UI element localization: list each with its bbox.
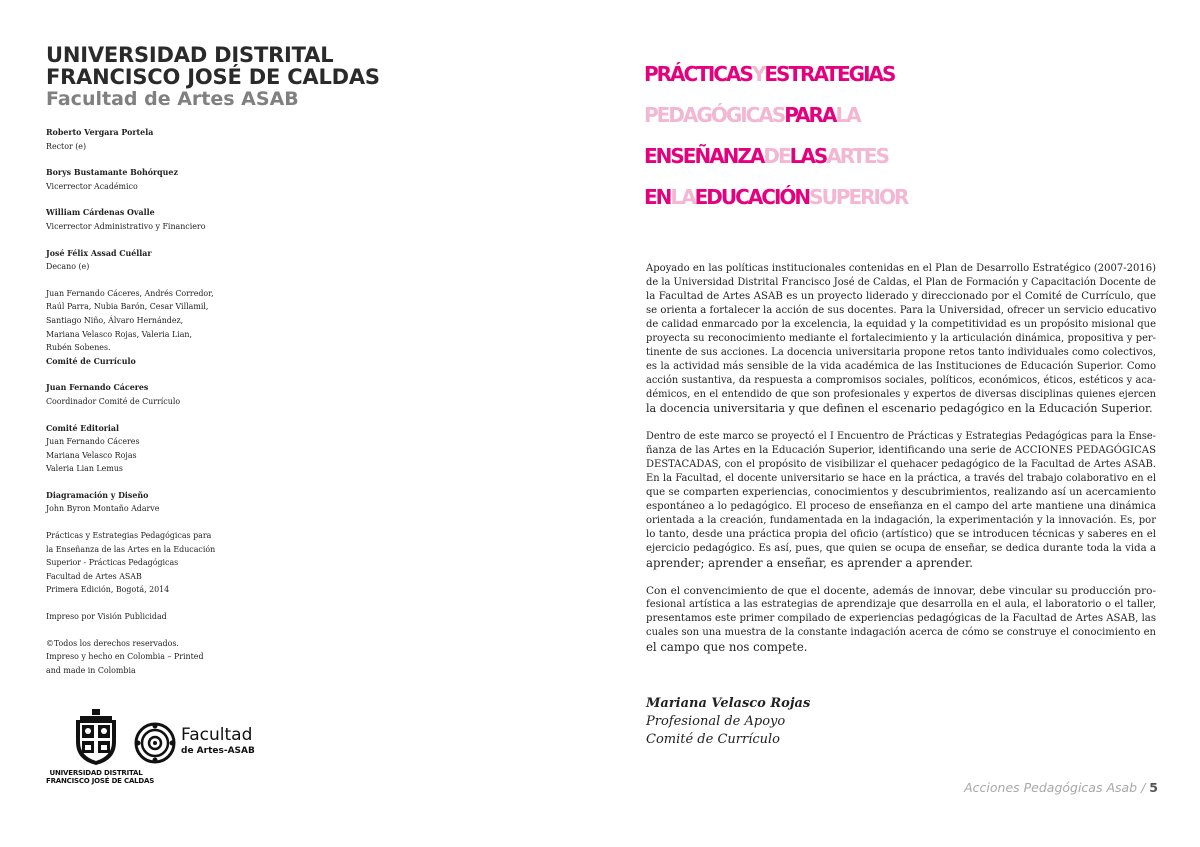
title-word: PARA	[784, 103, 836, 127]
body-line: de calidad enmarcado por la excelencia, la equidad y la competitividad es un propósito misional que	[646, 319, 1156, 330]
body-line: de la Universidad Distrital Francisco José de Caldas, el Plan de Formación y Capacitación Docente de	[646, 277, 1156, 288]
committee-member-line: Juan Fernando Cáceres, Andrés Corredor,	[46, 288, 214, 298]
printer-info	[46, 610, 376, 624]
printer-line: Impreso por Visión Publicidad	[46, 612, 167, 622]
editorial-member: Valeria Lian Lemus	[46, 464, 123, 474]
body-paragraph	[646, 430, 1156, 570]
faculty-emblem-icon	[134, 722, 176, 764]
body-line: ñanza de las Artes en la Educación Superior, identificando una serie de ACCIONES PEDAGÓGICAS	[646, 445, 1156, 456]
body-line: ejercicio pedagógico. Es así, pues, que quien se ocupa de enseñar, se dedica durante toda la vida a	[646, 543, 1156, 554]
university-logo-text	[46, 769, 155, 785]
committee-member-line: Rubén Sobenes.	[46, 343, 111, 353]
body-line: fesional artística a las estrategias de aprendizaje que desarrolla en el aula, el laboratorio o el taller,	[646, 599, 1156, 610]
committee-member-line: Mariana Velasco Rojas, Valeria Lian,	[46, 329, 193, 339]
title-word: EDUCACIÓN	[694, 185, 810, 209]
body-line: lo tanto, desde una práctica propia del oficio (artístico) que se introducen técnicas y saberes en el	[646, 529, 1156, 540]
design-title: Diagramación y Diseño	[46, 490, 149, 500]
body-line: que se comparten experiencias, conocimientos y descubrimientos, realizando así un acercamiento	[646, 487, 1156, 498]
credits-list	[46, 126, 376, 677]
body-line: espontáneo a lo pedagógico. El proceso de enseñanza en el campo del arte mantiene una dinámica	[646, 501, 1156, 512]
footer-text: Acciones Pedagógicas Asab /	[964, 780, 1146, 795]
body-line: En la Facultad, el docente universitario se hace en la práctica, a través del trabajo colaborativo en el	[646, 473, 1156, 484]
body-line: cuales son una muestra de la constante indagación acerca de cómo se construye el conocimiento en	[646, 627, 1156, 638]
university-name-line1: UNIVERSIDAD DISTRITAL	[46, 43, 334, 67]
faculty-logo-sub: de Artes-ASAB	[181, 746, 255, 756]
page-footer	[964, 780, 1158, 795]
logos	[46, 708, 346, 790]
credit-name: William Cárdenas Ovalle	[46, 208, 155, 218]
rights-line: ©Todos los derechos reservados.	[46, 638, 179, 648]
body-line: Con el convencimiento de que el docente, además de innovar, debe vincular su producción pro-	[646, 585, 1156, 597]
rights-line: Impreso y hecho en Colombia – Printed	[46, 652, 204, 662]
body-paragraph	[646, 584, 1156, 654]
university-name-line2: FRANCISCO JOSÉ DE CALDAS	[46, 65, 380, 89]
rights-line: and made in Colombia	[46, 665, 136, 675]
title-word: ESTRATEGIAS	[764, 62, 895, 86]
editorial-title: Comité Editorial	[46, 423, 120, 433]
credit-role: Coordinador Comité de Currículo	[46, 396, 181, 406]
body-line: la docencia universitaria y que definen el escenario pedagógico en la Educación Superior.	[646, 402, 1153, 415]
signature-position: Profesional de Apoyo	[646, 714, 786, 729]
book-title	[644, 54, 1164, 218]
title-word: PRÁCTICAS	[644, 62, 752, 86]
body-line: tinente de sus acciones. La docencia universitaria propone retos tanto individuales como colectivos,	[646, 347, 1156, 358]
university-logo-line1: UNIVERSIDAD DISTRITAL	[49, 769, 143, 777]
publication-line: Prácticas y Estrategias Pedagógicas para	[46, 531, 212, 541]
committee-title: Comité de Currículo	[46, 356, 136, 366]
credit-dean	[46, 247, 376, 274]
title-word: PEDAGÓGICAS	[644, 103, 785, 127]
body-line: proyecta su reconocimiento mediante el fortalecimiento y la articulación dinámica, propositiva y per-	[646, 333, 1156, 344]
credit-role: Rector (e)	[46, 141, 87, 151]
designer-name: John Byron Montaño Adarve	[46, 504, 160, 514]
credit-role: Vicerrector Académico	[46, 181, 138, 191]
publication-line: la Enseñanza de las Artes en la Educación	[46, 544, 216, 554]
body-line: Apoyado en las políticas institucionales contenidas en el Plan de Desarrollo Estratégico (2007-2016)	[646, 263, 1156, 274]
title-line	[644, 177, 1164, 218]
university-logo-line2: FRANCISCO JOSÉ DE CALDAS	[46, 777, 155, 785]
left-page	[46, 43, 380, 690]
signature-name: Mariana Velasco Rojas	[646, 696, 811, 711]
body-line: démicos, en el entendido de que son profesionales y expertos de diversas disciplinas quienes ejercen	[646, 389, 1156, 400]
credit-vice-academic	[46, 166, 376, 193]
publication-info	[46, 529, 376, 597]
committee-member-line: Raúl Parra, Nubia Barón, Cesar Villamil,	[46, 302, 209, 312]
credit-rector	[46, 126, 376, 153]
title-word: SUPERIOR	[809, 185, 908, 209]
editorial-member: Mariana Velasco Rojas	[46, 450, 137, 460]
title-line	[644, 54, 1164, 95]
design-credit	[46, 489, 376, 516]
credit-role: Decano (e)	[46, 262, 90, 272]
body-line: orientada a la creación, fundamentada en la indagación, la experimentación y la innovación. Es, por	[646, 515, 1156, 526]
title-line	[644, 95, 1164, 136]
publication-line: Primera Edición, Bogotá, 2014	[46, 585, 170, 595]
publication-line: Superior - Prácticas Pedagógicas	[46, 558, 179, 568]
credit-name: Borys Bustamante Bohórquez	[46, 168, 178, 178]
faculty-name: Facultad de Artes ASAB	[46, 88, 299, 110]
credit-name: Juan Fernando Cáceres	[46, 383, 149, 393]
credit-role: Vicerrector Administrativo y Financiero	[46, 221, 206, 231]
title-line	[644, 136, 1164, 177]
credit-coordinator	[46, 381, 376, 408]
title-word: LA	[670, 185, 695, 209]
title-word: EN	[644, 185, 671, 209]
body-line: Dentro de este marco se proyectó el I Encuentro de Prácticas y Estrategias Pedagógicas para la Ense-	[646, 431, 1156, 442]
body-line: la Facultad de Artes ASAB es un proyecto liderado y direccionado por el Comité de Currículo, que	[646, 291, 1156, 302]
faculty-logo-word: Facultad	[181, 725, 253, 745]
introduction-text	[646, 262, 1156, 668]
body-line: es la actividad más sensible de la vida académica de las Instituciones de Educación Superior. Como	[646, 361, 1156, 372]
page-number: 5	[1149, 780, 1158, 795]
body-line: presentamos este primer compilado de experiencias pedagógicas de la Facultad de Artes ASAB, las	[646, 613, 1156, 624]
signature-committee: Comité de Currículo	[646, 732, 780, 747]
committee-member-line: Santiago Niño, Álvaro Hernández,	[46, 315, 184, 325]
title-word: DE	[763, 144, 790, 168]
university-logo	[46, 708, 155, 790]
body-line: DESTACADAS, con el propósito de visibilizar el quehacer pedagógico de la Facultad de Artes ASAB.	[646, 459, 1156, 470]
body-line: se orienta a fortalecer la acción de sus docentes. Para la Universidad, ofrecer un servicio educativo	[646, 305, 1157, 316]
title-word: ARTES	[826, 144, 889, 168]
body-line: aprender; aprender a enseñar, es aprender a aprender.	[646, 556, 973, 570]
title-word: LA	[835, 103, 860, 127]
signature	[646, 695, 810, 749]
title-word: Y	[751, 62, 765, 86]
curriculum-committee	[46, 287, 376, 369]
editorial-committee	[46, 422, 376, 476]
credit-name: Roberto Vergara Portela	[46, 128, 154, 137]
editorial-member: Juan Fernando Cáceres	[46, 437, 140, 447]
university-crest-icon	[72, 708, 120, 766]
credit-name: José Félix Assad Cuéllar	[46, 248, 152, 258]
body-line: el campo que nos compete.	[646, 640, 808, 654]
body-line: acción sustantiva, da respuesta a compromisos sociales, políticos, económicos, éticos, estéticos y aca-	[646, 375, 1156, 386]
title-word: LAS	[789, 144, 827, 168]
title-word: ENSEÑANZA	[644, 144, 764, 168]
publication-line: Facultad de Artes ASAB	[46, 571, 142, 581]
body-paragraph	[646, 262, 1156, 416]
faculty-logo	[134, 722, 255, 768]
rights-info	[46, 637, 376, 678]
credit-vice-admin	[46, 206, 376, 233]
